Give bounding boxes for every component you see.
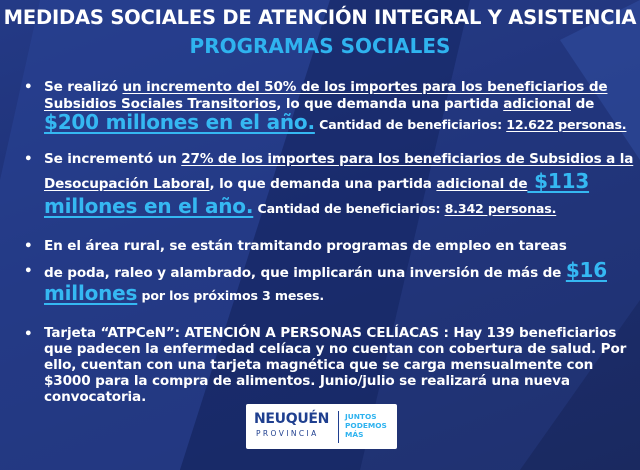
logo-province: PROVINCIA — [256, 429, 319, 438]
bullet-4-line-2: que padecen la enfermedad celíaca y no cuentan con cobertura de salud. Por — [44, 341, 627, 357]
text: , lo que demanda una partida — [276, 96, 504, 112]
underlined-text: adicional — [503, 96, 571, 112]
underlined-text: Desocupación Laboral — [44, 176, 210, 192]
slogan-line-1: JUNTOS — [345, 412, 377, 421]
logo-divider — [338, 411, 339, 443]
bullet-2-line-3 — [44, 194, 556, 218]
bullet-4-line-4: $3000 para la compra de alimentos. Junio/julio se realizará una nueva — [44, 373, 570, 389]
text: Se realizó — [44, 79, 123, 95]
highlight-amount: millones — [44, 281, 138, 305]
bullet-3-line-3 — [44, 281, 324, 305]
beneficiaries-count: 12.622 personas. — [506, 117, 627, 132]
bullet-1-line-3 — [44, 110, 626, 134]
bullet-2-line-1 — [44, 151, 633, 167]
bullet-1-line-1 — [44, 79, 607, 95]
underlined-text: 27% de los importes para los beneficiarios de Subsidios a la — [181, 151, 634, 167]
bullet-3-line-2 — [44, 258, 607, 282]
slogan-line-3: MÁS — [345, 430, 364, 439]
text: por los próximos 3 meses. — [137, 288, 324, 303]
bullet-4-line-3: ello, cuentan con una tarjeta magnética que se carga mensualmente con — [44, 357, 594, 373]
highlight-amount: $113 — [527, 169, 590, 193]
text: Cantidad de beneficiarios: — [253, 201, 445, 216]
bullet-4-line-5: convocatoria. — [44, 389, 147, 405]
bullet-marker-2: • — [24, 152, 33, 167]
bullet-marker-4: • — [24, 327, 33, 342]
bullet-3-line-1 — [44, 238, 567, 254]
highlight-amount: $200 millones en el año. — [44, 110, 315, 134]
page-subtitle: PROGRAMAS SOCIALES — [189, 34, 451, 58]
page-title: MEDIDAS SOCIALES DE ATENCIÓN INTEGRAL Y ASISTENCIA — [3, 6, 637, 29]
text: , lo que demanda una partida — [209, 176, 437, 192]
underlined-text: Subsidios Sociales Transitorios — [44, 96, 277, 112]
text: Cantidad de beneficiarios: — [314, 117, 507, 132]
text: de — [570, 96, 595, 112]
logo-slogan — [345, 412, 387, 439]
text: de poda, raleo y alambrado, que implicarán una inversión de más de — [44, 265, 566, 281]
bullet-4-line-1: Tarjeta “ATPCeN”: ATENCIÓN A PERSONAS CELÍACAS : Hay 139 beneficiarios — [44, 325, 617, 341]
bullet-2-line-2 — [44, 169, 589, 193]
bullet-marker-1: • — [24, 80, 33, 95]
text: En el área rural, se están tramitando programas de empleo en tareas — [44, 238, 567, 254]
highlight-amount: $16 — [565, 258, 607, 282]
highlight-amount: millones en el año. — [44, 194, 254, 218]
text: Se incrementó un — [44, 151, 182, 167]
bullet-marker-3a: • — [24, 239, 33, 254]
logo-name: NEUQUÉN — [254, 411, 330, 427]
slogan-line-2: PODEMOS — [345, 421, 387, 430]
beneficiaries-count: 8.342 personas. — [444, 201, 557, 216]
bullet-marker-3b: • — [24, 264, 33, 279]
underlined-text: adicional de — [436, 176, 528, 192]
underlined-text: un incremento del 50% de los importes para los beneficiarios de — [122, 79, 608, 95]
neuquen-logo — [246, 404, 397, 449]
